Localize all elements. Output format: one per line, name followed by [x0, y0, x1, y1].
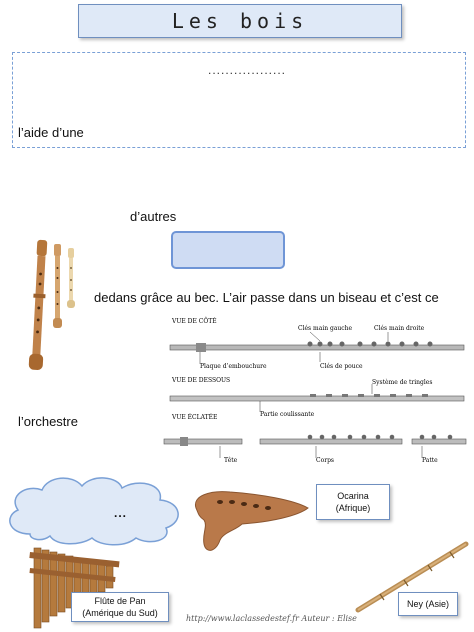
flute-diagram [160, 312, 472, 472]
caption-flute-name: Flûte de Pan [94, 596, 146, 606]
ocarina-image [190, 486, 314, 558]
label-cles-pouce: Clés de pouce [320, 363, 363, 370]
text-dedans: dedans grâce au bec. L’air passe dans un biseau et c’est ce [94, 290, 439, 305]
text-orchestre: l’orchestre [18, 414, 78, 429]
label-systeme-tringles: Système de tringles [372, 379, 433, 386]
blank-answer-box [171, 231, 285, 269]
label-plaque: Plaque d’embouchure [200, 363, 267, 370]
label-partie-coulissante: Partie coulissante [260, 411, 315, 418]
label-patte: Patte [422, 457, 438, 464]
label-cles-main-droite: Clés main droite [374, 325, 425, 332]
caption-ocarina [316, 484, 390, 520]
caption-flute-region: (Amérique du Sud) [82, 608, 158, 618]
caption-ocarina-region: (Afrique) [335, 503, 371, 513]
caption-ocarina-name: Ocarina [337, 491, 369, 501]
text-dautres: d’autres [130, 209, 177, 224]
page-title-banner [78, 4, 402, 38]
page-title: Les bois [171, 9, 309, 33]
info-box-text: l’aide d’une [18, 125, 84, 140]
cloud-text: ... [114, 506, 128, 520]
view-exploded-label: VUE ÉCLATÉE [172, 414, 218, 421]
caption-ney [398, 592, 458, 616]
view-side-label: VUE DE CÔTÉ [172, 318, 217, 325]
info-box-dots: .................. [208, 63, 287, 77]
cloud-bubble [0, 472, 186, 546]
caption-ney-text: Ney (Asie) [406, 599, 449, 609]
label-corps: Corps [316, 457, 334, 464]
label-tete: Tête [224, 457, 238, 464]
recorders-image [20, 234, 90, 376]
caption-flute-de-pan [71, 592, 169, 622]
label-cles-main-gauche: Clés main gauche [298, 325, 353, 332]
footer-credit: http://www.laclassedestef.fr Auteur : Elise [186, 614, 357, 623]
view-below-label: VUE DE DESSOUS [172, 377, 231, 384]
